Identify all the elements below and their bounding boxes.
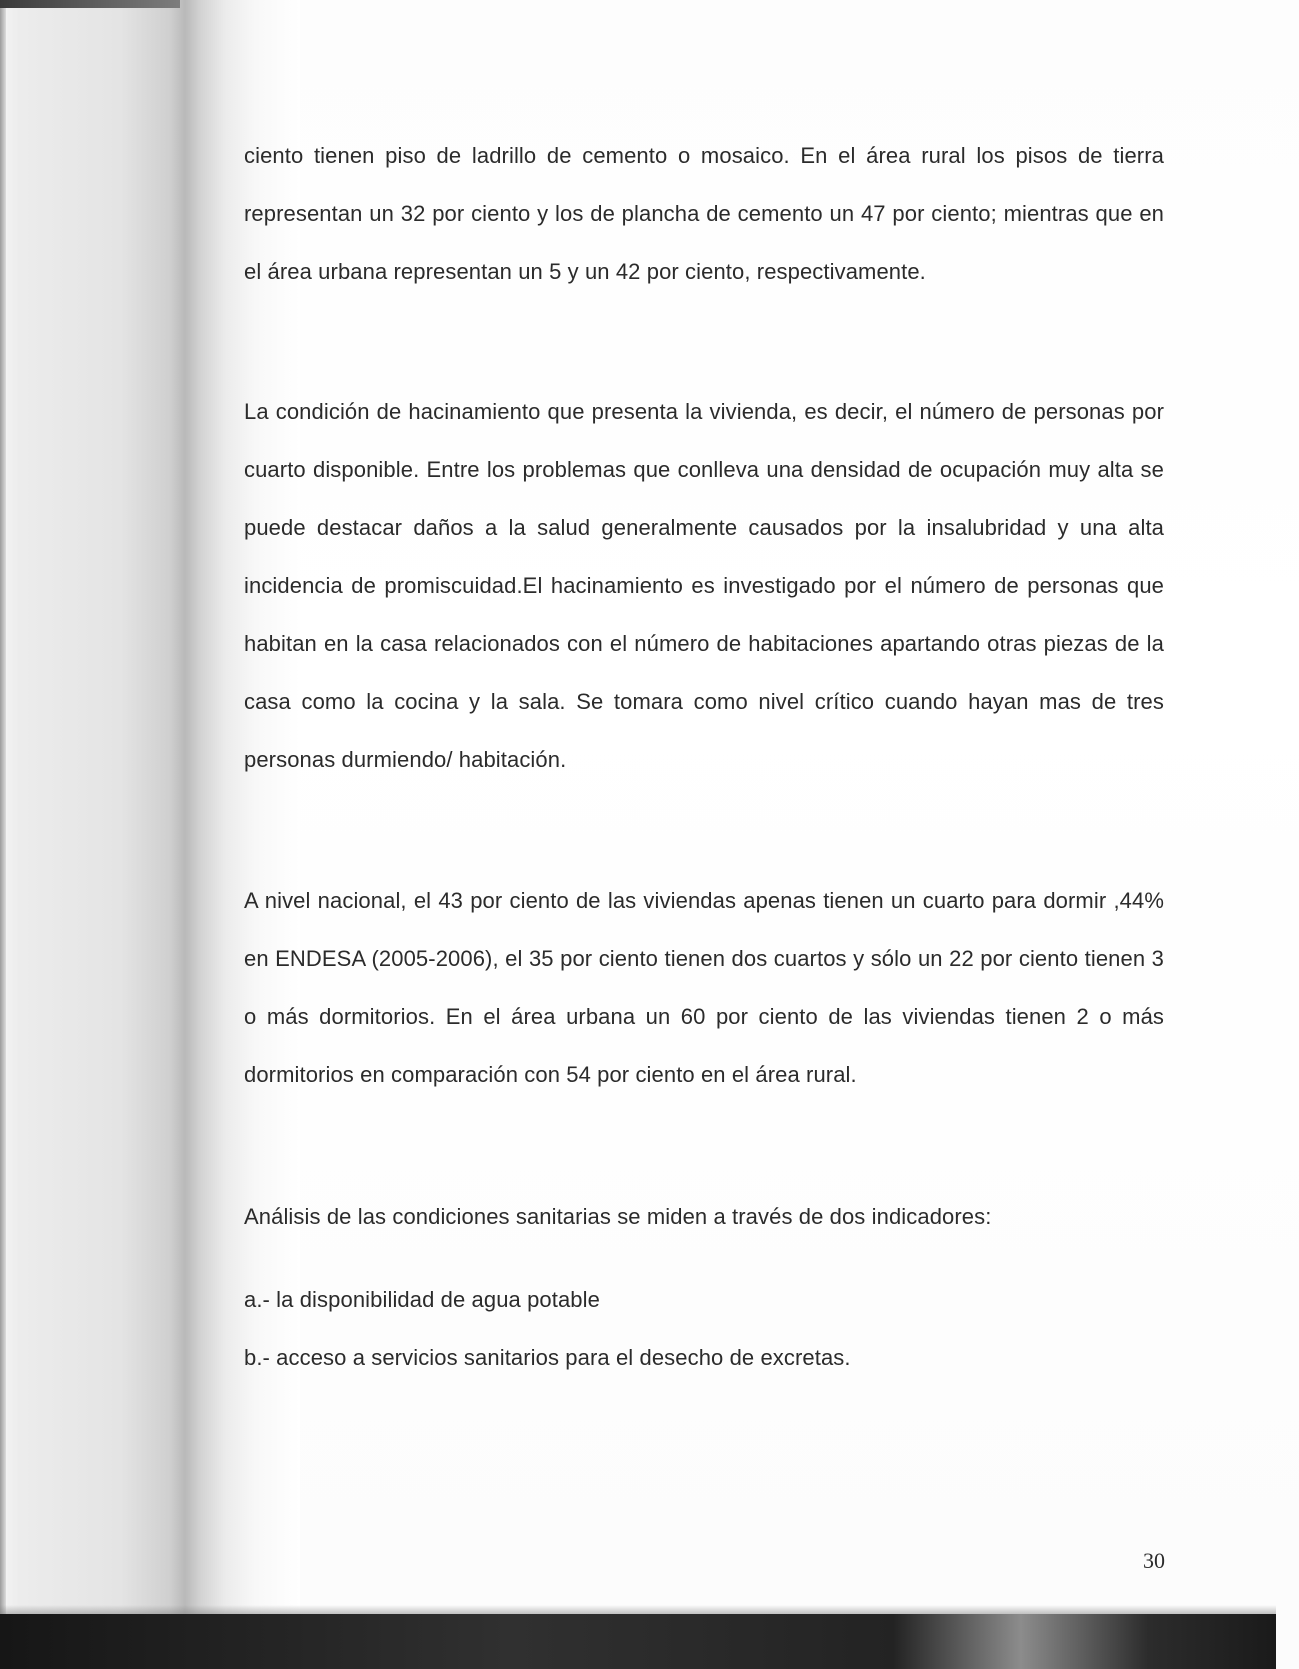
list-item-sanitation: b.- acceso a servicios sanitarios para el desecho de excretas. xyxy=(244,1345,851,1370)
paragraph-overcrowding: La condición de hacinamiento que presenta la vivienda, es decir, el número de personas por cuarto disponible. Entre los problemas que conlleva una densidad de ocupación muy alta se puede destacar daños a la salud generalmente causados por la insalubridad y una alta incidencia de promiscuidad.El hacinamiento es investigado por el número de personas que habitan en la casa relacionados con el número de habitaciones apartando otras piezas de la casa como la cocina y la sala. Se tomara como nivel crítico cuando hayan mas de tres personas durmiendo/ habitación. xyxy=(244,399,1164,772)
list-item-water: a.- la disponibilidad de agua potable xyxy=(244,1287,600,1312)
paragraph-national-rooms: A nivel nacional, el 43 por ciento de las viviendas apenas tienen un cuarto para dormir ,44% en ENDESA (2005-2006), el 35 por ciento tienen dos cuartos y sólo un 22 por ciento tienen 3 o más dormitorios. En el área urbana un 60 por ciento de las viviendas tienen 2 o más dormitorios en comparación con 54 por ciento en el área rural. xyxy=(244,888,1164,1087)
scan-top-edge xyxy=(0,0,180,8)
paragraph-sanitary-analysis: Análisis de las condiciones sanitarias se miden a través de dos indicadores: xyxy=(244,1204,992,1229)
page-edge xyxy=(0,0,6,1669)
paragraph-floor-types: ciento tienen piso de ladrillo de cemento o mosaico. En el área rural los pisos de tierra representan un 32 por ciento y los de plancha de cemento un 47 por ciento; mientras que en el área urbana representan un 5 y un 42 por ciento, respectivamente. xyxy=(244,143,1164,284)
page-number: 30 xyxy=(1143,1548,1165,1573)
scan-bottom-edge xyxy=(0,1614,1276,1669)
